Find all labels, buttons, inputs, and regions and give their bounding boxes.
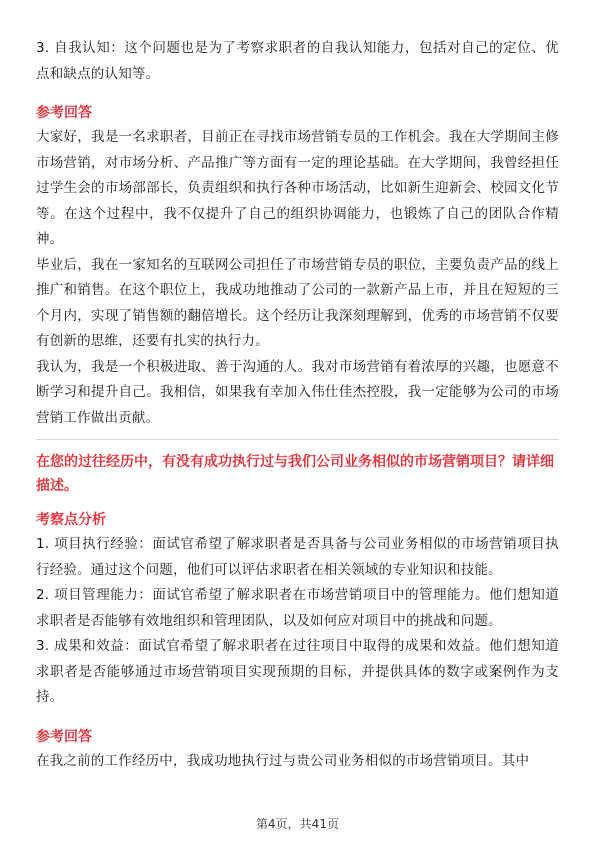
reference-answer-heading: 参考回答 xyxy=(36,105,92,121)
analysis-item: 3. 成果和效益：面试官希望了解求职者在过往项目中取得的成果和效益。他们想知道求职者是否能够通过市场营销项目实现预期的目标，并提供具体的数字或案例作为支持。 xyxy=(36,638,559,705)
interview-question: 在您的过往经历中，有没有成功执行过与我们公司业务相似的市场营销项目？请详细描述。 xyxy=(36,454,554,494)
criteria-item-3: 3. 自我认知：这个问题也是为了考察求职者的自我认知能力，包括对自己的定位、优点和缺点的认知等。 xyxy=(36,40,559,82)
answer-paragraph: 在我之前的工作经历中，我成功地执行过与贵公司业务相似的市场营销项目。其中 xyxy=(36,752,530,769)
analysis-item: 2. 项目管理能力：面试官希望了解求职者在市场营销项目中的管理能力。他们想知道求职者是否能够有效地组织和管理团队，以及如何应对项目中的挑战和问题。 xyxy=(36,587,559,629)
answer-paragraph: 大家好，我是一名求职者，目前正在寻找市场营销专员的工作机会。我在大学期间主修市场营销，对市场分析、产品推广等方面有一定的理论基础。在大学期间，我曾经担任过学生会的市场部部长，负责组织和执行各种市场活动，比如新生迎新会、校园文化节等。在这个过程中，我不仅提升了自己的组织协调能力，也锻炼了自己的团队合作精神。 xyxy=(36,129,559,247)
analysis-item: 1. 项目执行经验：面试官希望了解求职者是否具备与公司业务相似的市场营销项目执行经验。通过这个问题，他们可以评估求职者在相关领域的专业知识和技能。 xyxy=(36,536,559,578)
answer-paragraph: 毕业后，我在一家知名的互联网公司担任了市场营销专员的职位，主要负责产品的线上推广和销售。在这个职位上，我成功地推动了公司的一款新产品上市，并且在短短的三个月内，实现了销售额的翻倍增长。这个经历让我深刻理解到，优秀的市场营销不仅要有创新的思维，还要有扎实的执行力。 xyxy=(36,256,559,349)
page-number: 第4页，共41页 xyxy=(256,817,339,831)
reference-answer-heading-2: 参考回答 xyxy=(36,728,92,745)
analysis-heading: 考察点分析 xyxy=(36,512,106,528)
answer-paragraph: 我认为，我是一个积极进取、善于沟通的人。我对市场营销有着浓厚的兴趣，也愿意不断学习和提升自己。我相信，如果我有幸加入伟仕佳杰控股，我一定能够为公司的市场营销工作做出贡献。 xyxy=(36,358,559,426)
section-divider xyxy=(36,439,559,440)
